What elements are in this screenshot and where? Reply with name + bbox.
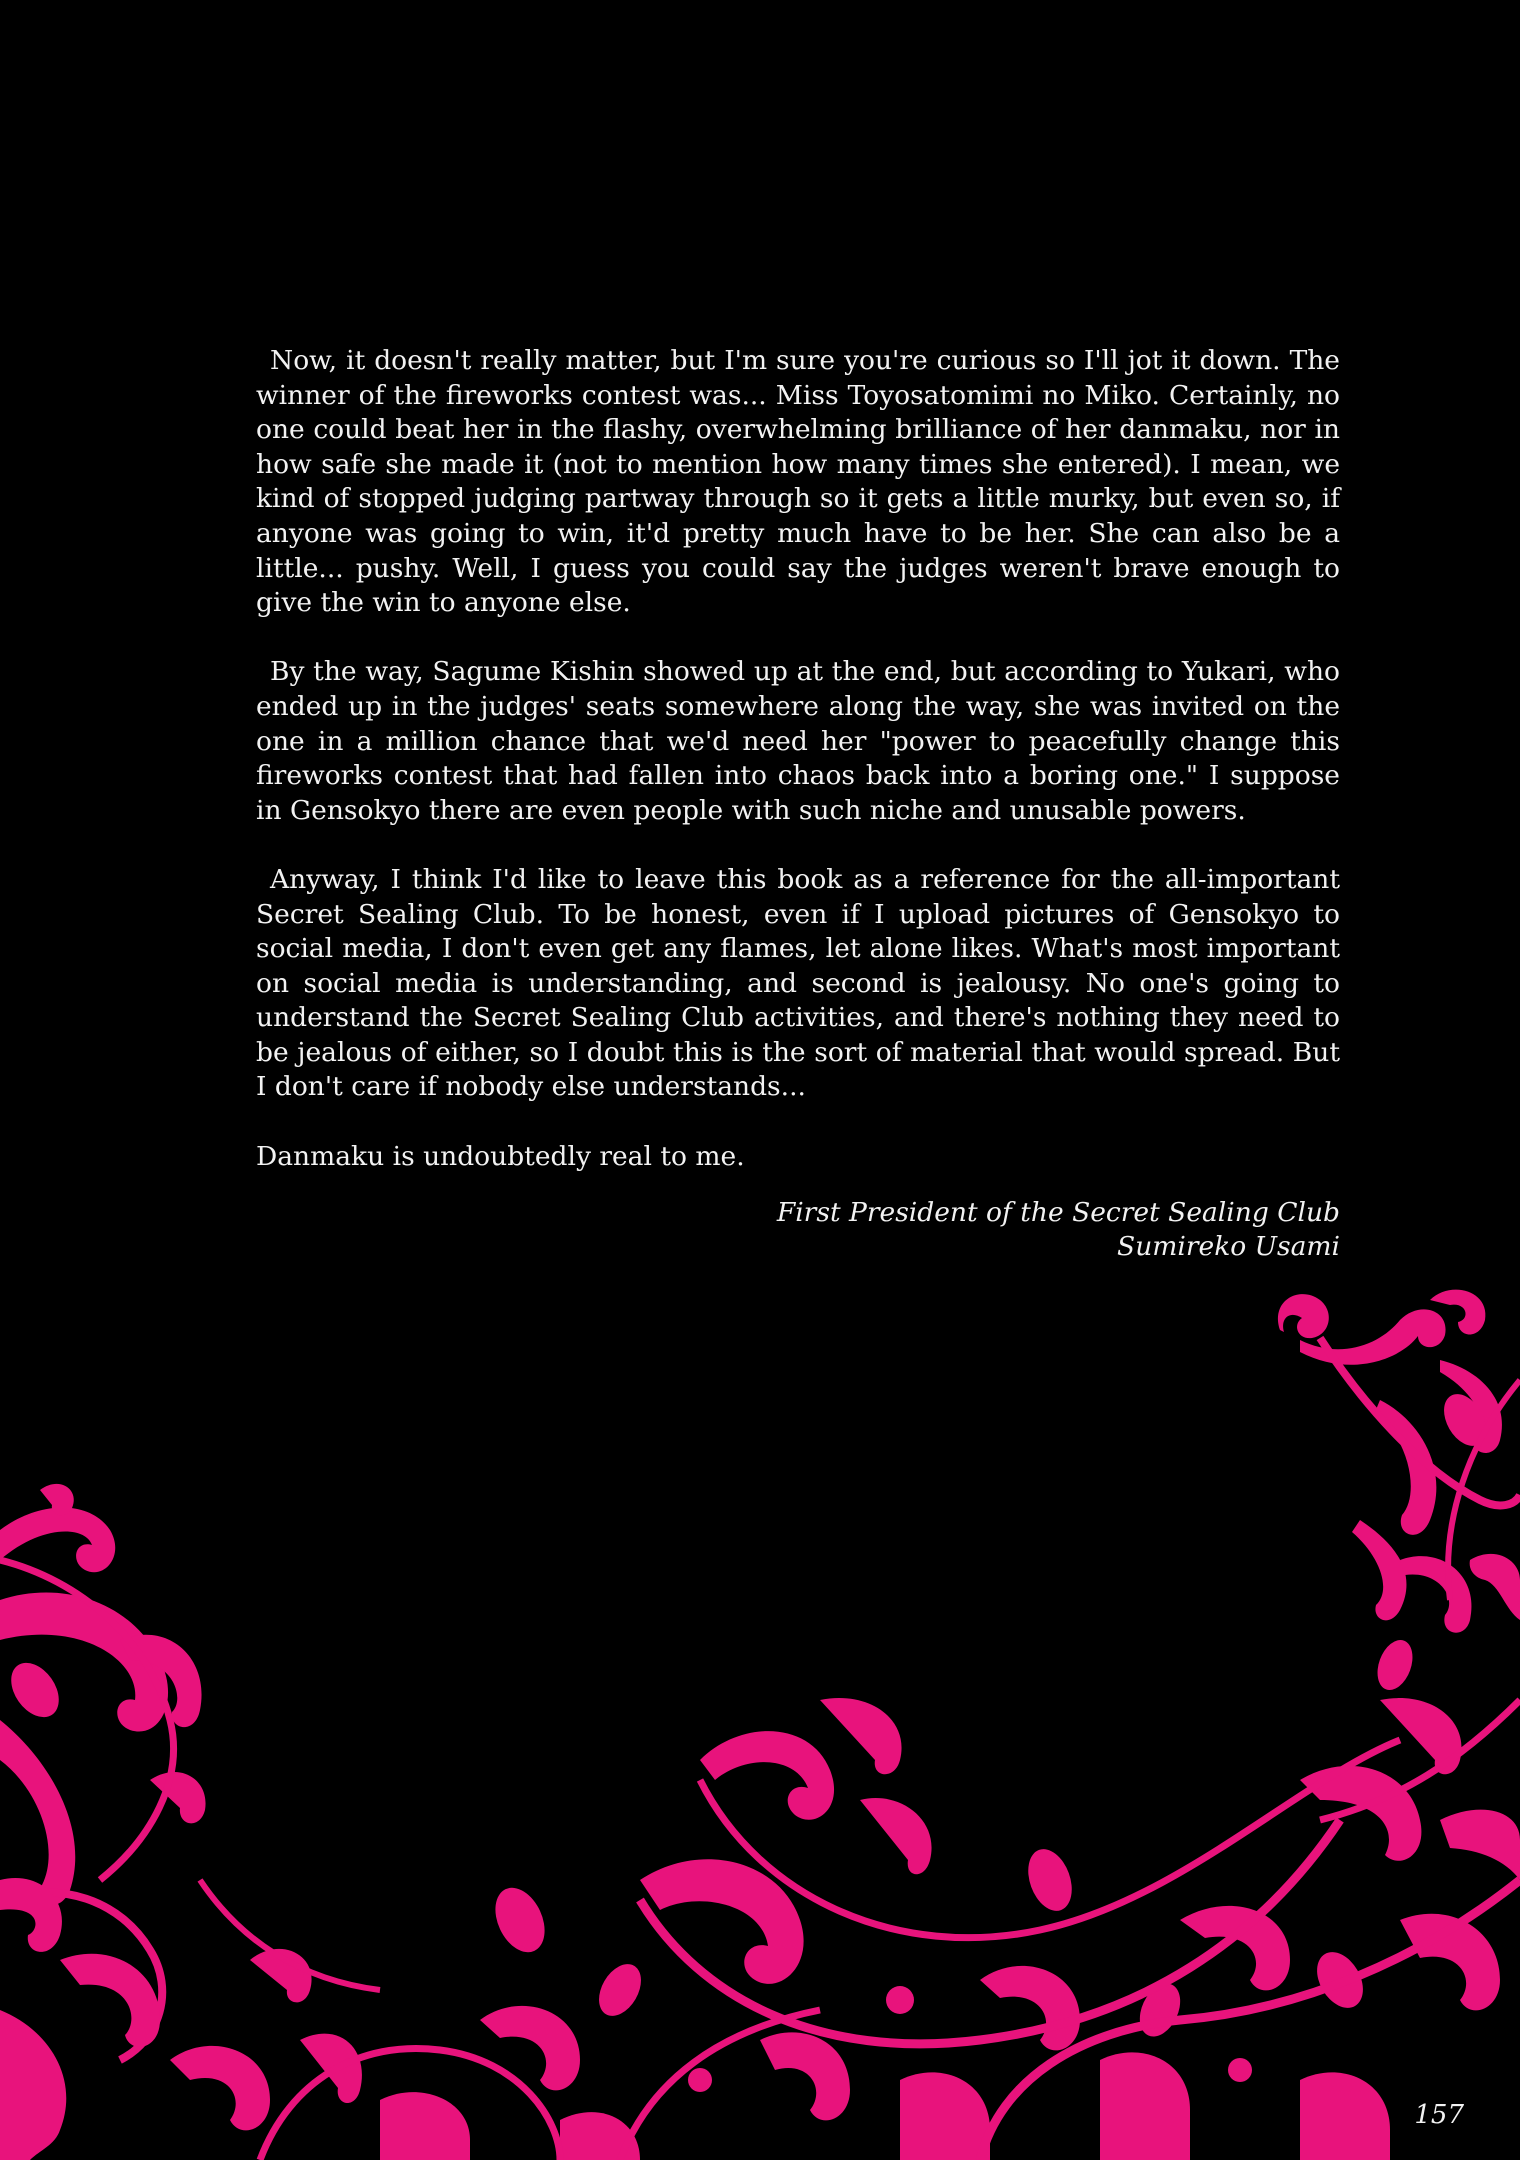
signature-title: First President of the Secret Sealing Club (776, 1197, 1340, 1229)
closing-line: Danmaku is undoubtedly real to me. (256, 1140, 745, 1172)
paragraph: Now, it doesn't really matter, but I'm sure you're curious so I'll jot it down. The winner of the fireworks contest was... Miss Toyosatomimi no Miko. Certainly, no one could beat her in the flashy, overwhelming brilliance of her danmaku, nor in how safe she made it (not to mention how many times she entered). I mean, we kind of stopped judging partway through so it gets a little murky, but even so, if anyone was going to win, it'd pretty much have to be her. She can also be a little... pushy. Well, I guess you could say the judges weren't brave enough to give the win to anyone else. (256, 345, 1340, 619)
bottom-flourish (0, 1698, 1520, 2160)
left-flourish (0, 1484, 206, 1905)
main-text (256, 344, 1340, 1264)
paragraph: By the way, Sagume Kishin showed up at the end, but according to Yukari, who ended up in the judges' seats somewhere along the way, she was invited on the one in a million chance that we'd need her "power to peacefully change this fireworks contest that had fallen into chaos back into a boring one." I suppose in Gensokyo there are even people with such niche and unusable powers. (256, 656, 1340, 826)
signature-name: Sumireko Usami (1117, 1231, 1340, 1263)
top-right-flourish (1278, 1290, 1520, 1695)
page-number: 157 (1414, 2100, 1464, 2130)
paragraph: Anyway, I think I'd like to leave this book as a reference for the all-important Secret Sealing Club. To be honest, even if I upload pictures of Gensokyo to social media, I don't even get any flames, let alone likes. What's most important on social media is understanding, and second is jealousy. No one's going to understand the Secret Sealing Club activities, and there's nothing they need to be jealous of either, so I doubt this is the sort of material that would spread. But I don't care if nobody else understands... (256, 863, 1340, 1103)
